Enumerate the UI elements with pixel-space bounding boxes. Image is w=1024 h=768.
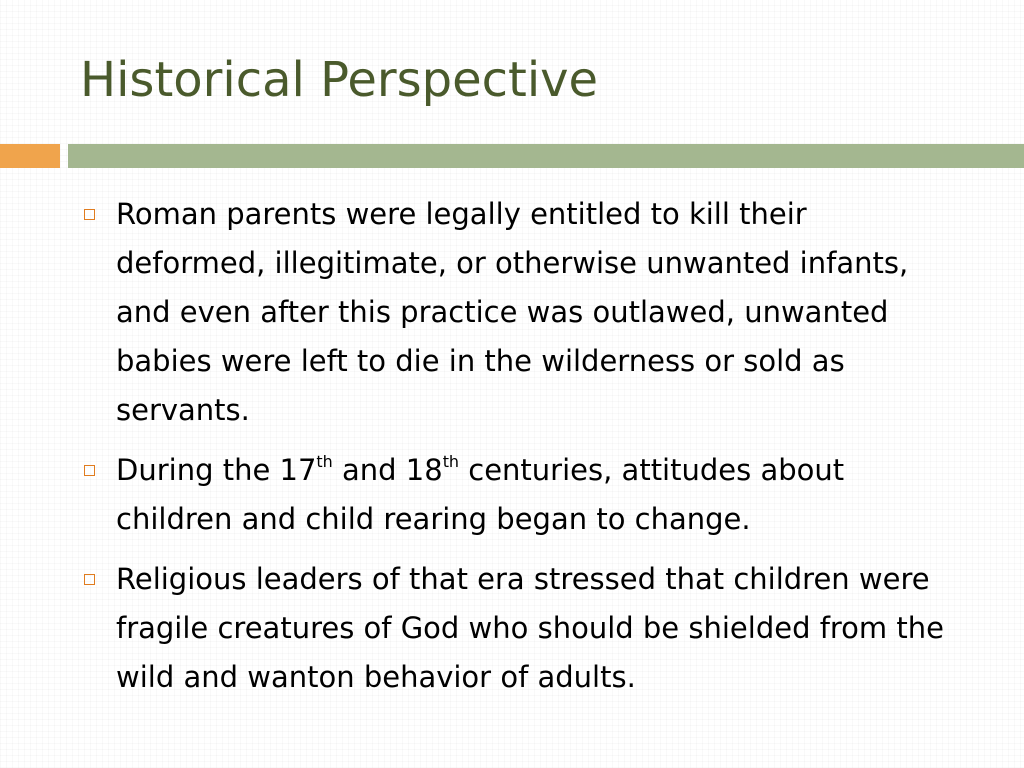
bullet-text: Roman parents were legally entitled to kill their deformed, illegitimate, or otherwise unwanted infants, and even after this practice was outlawed, unwanted babies were left to die in the wilderness or sold as servants. <box>116 197 909 427</box>
bullet-text-part: and 18 <box>332 453 443 487</box>
title-rule-bar <box>68 144 1024 168</box>
bullet-text-part: During the 17 <box>116 453 317 487</box>
bullet-item <box>80 190 960 435</box>
bullet-item <box>80 555 960 702</box>
square-bullet-icon <box>84 209 95 220</box>
square-bullet-icon <box>84 574 95 585</box>
ordinal-suffix: th <box>316 451 333 471</box>
square-bullet-icon <box>84 465 95 476</box>
bullet-list <box>80 190 960 713</box>
slide-title: Historical Perspective <box>80 52 599 108</box>
bullet-text <box>116 453 844 536</box>
bullet-text-part: centuries, attitudes about children and child rearing began to change. <box>116 453 845 536</box>
bullet-text: Religious leaders of that era stressed that children were fragile creatures of God who should be shielded from the wild and wanton behavior of adults. <box>116 562 944 694</box>
bullet-item <box>80 446 960 544</box>
title-accent-bar <box>0 144 60 168</box>
ordinal-suffix: th <box>442 451 460 471</box>
